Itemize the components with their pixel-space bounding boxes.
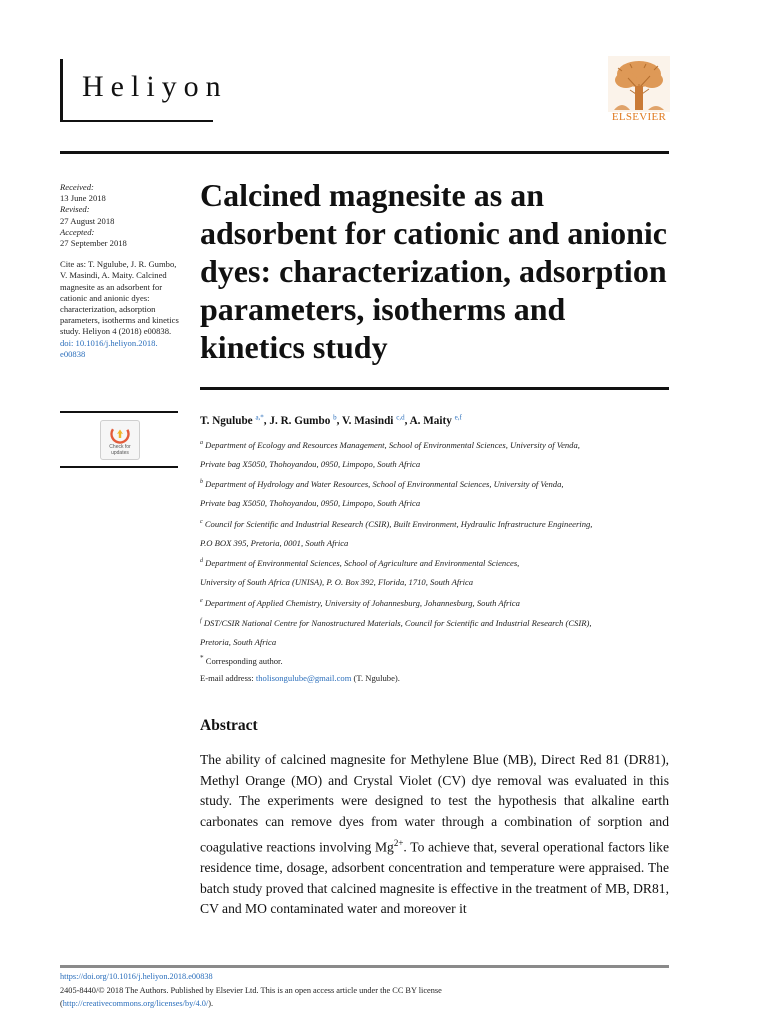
elsevier-wordmark: ELSEVIER [611,111,667,123]
author-separator: , [404,414,410,427]
affiliation-line: Pretoria, South Africa [200,637,277,648]
author-name: J. R. Gumbo [269,414,331,427]
journal-name: Heliyon [82,70,228,103]
author-name: A. Maity [409,414,452,427]
author-affiliation-sup[interactable]: e,f [454,413,462,421]
affiliation-line: Private bag X5050, Thohoyandou, 0950, Limpopo, South Africa [200,498,421,509]
title-rule [200,387,669,390]
received-label: Received: [60,182,94,192]
accepted-date: 27 September 2018 [60,238,127,249]
affiliation-item [200,434,672,473]
corresponding-text: Corresponding author. [205,655,283,666]
affiliation-line: Private bag X5050, Thohoyandou, 0950, Limpopo, South Africa [200,458,421,469]
badge-rule-bottom [60,466,178,468]
affiliation-line: University of South Africa (UNISA), P. O. Box 392, Florida, 1710, South Africa [200,577,474,588]
license-paren-open: ( [60,999,63,1008]
abstract-superscript: 2+ [393,837,404,848]
author-affiliation-sup[interactable]: b [333,413,337,421]
affiliation-item [200,552,672,591]
abstract-heading: Abstract [200,717,258,734]
affiliation-letter: d [200,558,203,565]
cite-text: Cite as: T. Ngulube, J. R. Gumbo, V. Masindi, A. Maity. Calcined magnesite as an adsorbent for cationic and anionic dyes: characterization, adsorption parameters, isotherms and kinetics study. Heliyon 4 (2018) e00838. [60,259,179,337]
author-name: T. Ngulube [200,414,253,427]
cite-as [60,259,184,360]
author[interactable] [269,415,336,427]
affiliation-line: Council for Scientific and Industrial Research (CSIR), Built Environment, Hydraulic Infrastructure Engineering, [204,518,593,529]
author-name: V. Masindi [342,414,394,427]
affiliation-item [200,473,672,512]
affiliation-line: Department of Hydrology and Water Resources, School of Environmental Sciences, University of Venda, [205,479,564,490]
affiliation-letter: c [200,518,203,525]
check-for-updates-icon [110,424,130,444]
author[interactable] [342,415,405,427]
affiliation-item [200,612,672,651]
badge-line2: updates [111,449,129,456]
abstract-text [200,750,669,920]
affiliation-letter: f [200,618,202,625]
license-line [60,997,669,1011]
author-list [200,413,670,427]
email-line [200,670,670,687]
page-footer [60,970,669,1011]
check-for-updates-button[interactable] [100,420,140,460]
affiliation-line: Department of Ecology and Resources Management, School of Environmental Sciences, University of Venda, [205,439,580,450]
email-link[interactable]: tholisongulube@gmail.com [255,672,352,683]
corresponding-author-note [200,650,670,670]
author-affiliation-sup[interactable]: a,* [255,413,264,421]
footer-rule [60,965,669,968]
article-title: Calcined magnesite as an adsorbent for cationic and anionic dyes: characterization, adsorption parameters, isotherms and kinetics study [200,177,667,365]
affiliation-list [200,434,672,652]
abstract-text-part: The ability of calcined magnesite for Methylene Blue (MB), Direct Red 81 (DR81), Methyl Orange (MO) and Crystal Violet (CV) dye removal was evaluated in this study. The experiments were designed to test the hypothesis that alkaline earth carbonates can remove dyes from water through a combination of sorption and coagulative reactions involving Mg [200,752,669,855]
revised-date: 27 August 2018 [60,215,115,226]
badge-rule-top [60,411,178,413]
affiliation-letter: e [200,597,203,604]
revised-label: Revised: [60,204,90,215]
accepted-label: Accepted: [60,226,95,237]
affiliation-line: P.O BOX 395, Pretoria, 0001, South Africa [200,537,349,548]
abstract-text-part: . To achieve that, several operational factors like residence time, dosage, adsorbent concentration and temperature were appraised. The batch study proved that calcined magnesite is effective in the treatment of MB, DR81, CV and MO contaminated water and moreover it [200,839,669,917]
affiliation-letter: a [200,440,203,446]
affiliation-line: Department of Environmental Sciences, School of Agriculture and Environmental Sciences, [205,558,520,569]
copyright-text: 2405-8440/© 2018 The Authors. Published by Elsevier Ltd. This is an open access article under the CC BY license [60,985,442,995]
author[interactable] [410,415,462,427]
affiliation-letter: b [200,479,203,486]
cite-doi-link[interactable]: doi: 10.1016/j.heliyon.2018. e00838 [60,337,158,359]
check-for-updates-label [101,445,139,456]
email-label: E-mail address: [200,672,254,683]
article-history [60,182,184,360]
header-rule [60,151,669,154]
license-link[interactable]: http://creativecommons.org/licenses/by/4.0/ [62,999,209,1008]
badge-line1: Check for [109,444,131,450]
author-affiliation-sup[interactable]: c,d [396,413,405,421]
author-separator: , [263,414,270,427]
license-paren-close: ). [208,999,214,1008]
author[interactable] [200,415,264,427]
correspondence [200,650,670,687]
email-owner: (T. Ngulube). [353,672,400,683]
affiliation-line: DST/CSIR National Centre for Nanostructured Materials, Council for Scientific and Industrial Research (CSIR), [203,618,592,629]
corresponding-sup: * [200,654,204,662]
received-date: 13 June 2018 [60,193,106,204]
affiliation-item [200,513,672,552]
affiliation-item [200,592,672,613]
affiliation-line: Department of Applied Chemistry, University of Johannesburg, Johannesburg, South Africa [204,597,520,608]
author-separator: , [336,414,343,427]
doi-link[interactable]: https://doi.org/10.1016/j.heliyon.2018.e00838 [60,972,213,981]
